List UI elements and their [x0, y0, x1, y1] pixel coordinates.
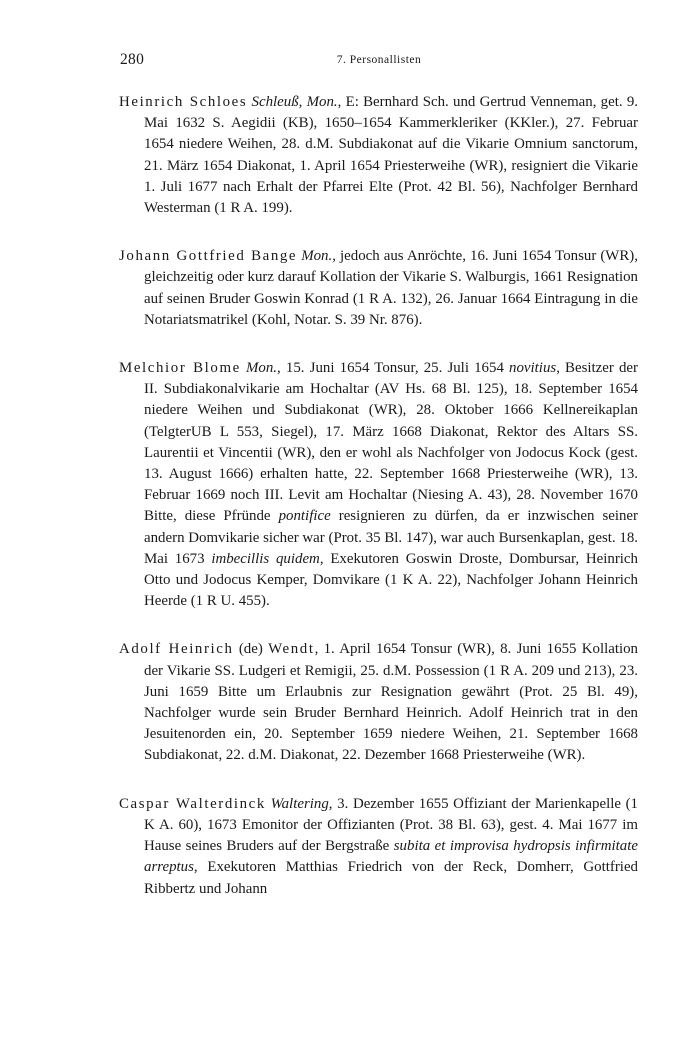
italic-term: subita et improvisa hydropsis infirmitate arreptus — [144, 838, 638, 876]
italic-term: novitius — [509, 360, 557, 377]
entry-text — [144, 641, 638, 763]
person-name: Caspar Walterdinck — [119, 795, 266, 812]
text-run: resignieren zu dürfen, da er inzwischen seiner andern Domvikarie sicher war (Prot. 35 Bl. 147), war auch Bursenkaplan, gest. 18. Mai 1673 — [144, 508, 638, 567]
list-entry — [119, 358, 638, 612]
italic-term: Mon. — [301, 248, 333, 265]
text-run: , 15. Juni 1654 Tonsur, 25. Juli 1654 — [277, 360, 510, 377]
list-entry — [119, 92, 638, 219]
italic-term: Waltering — [270, 795, 329, 812]
italic-term: pontifice — [278, 508, 331, 525]
person-name: Heinrich Schloes — [119, 94, 248, 110]
list-entry — [119, 794, 638, 900]
person-name: Melchior Blome — [119, 360, 241, 377]
entry-text — [144, 360, 638, 609]
page-number: 280 — [120, 51, 145, 68]
person-name-particle: (de) — [233, 641, 269, 658]
running-head: 7. Personallisten — [336, 54, 422, 66]
page-header — [120, 51, 638, 73]
text-run: , Besitzer der II. Subdiakonalvikarie am Hochaltar (AV Hs. 68 Bl. 125), 18. September 1654 niedere Weihen und Subdiakonat (WR), 28. Oktober 1666 Kellnereikaplan (TelgterUB L 553, Siegel), 17. März 1668 Diakonat, Rektor des Altars SS. Laurentii et Vincentii (WR), den er wohl als Nachfolger von Jodocus Kock (gest. 13. August 1666) erhalten hatte, 22. September 1668 Priesterweihe (WR), 13. Februar 1669 noch III. Levit am Hochaltar (Niesing A. 43), 28. November 1670 Bitte, diese Pfründe — [144, 360, 638, 525]
italic-term: Schleuß, Mon. — [251, 94, 338, 110]
italic-term: imbecillis quidem — [211, 550, 320, 567]
person-name: Johann Gottfried Bange — [119, 248, 298, 265]
italic-term: Mon. — [246, 360, 278, 377]
text-run: , Exekutoren Matthias Friedrich von der Reck, Domherr, Gottfried Ribbertz und Johann — [144, 859, 638, 897]
list-entry — [119, 246, 638, 331]
person-name: Adolf Heinrich — [119, 641, 234, 658]
list-entry — [119, 639, 638, 766]
text-run: , Exekutoren Goswin Droste, Dombursar, Heinrich Otto und Jodocus Kemper, Domvikare (1 K A. 22), Nachfolger Johann Heinrich Heerde (1 R U. 455). — [144, 550, 638, 610]
entry-text — [144, 94, 638, 216]
text-run: , 3. Dezember 1655 Offiziant der Marienkapelle (1 K A. 60), 1673 Emonitor der Offizianten (Prot. 38 Bl. 63), gest. 4. Mai 1677 im Hause seines Bruders auf der Bergstraße — [144, 795, 638, 855]
person-surname: Wendt — [268, 641, 315, 658]
text-run: , jedoch aus Anröchte, 16. Juni 1654 Tonsur (WR), gleichzeitig oder kurz darauf Kollation der Vikarie S. Walburgis, 1661 Resignation auf seinen Bruder Goswin Konrad (1 R A. 132), 26. Januar 1664 Eintragung in die Notariatsmatrikel (Kohl, Notar. S. 39 Nr. 876). — [144, 248, 638, 328]
text-run: , 1. April 1654 Tonsur (WR), 8. Juni 1655 Kollation der Vikarie SS. Ludgeri et Remigii, 25. d.M. Possession (1 R A. 209 und 213), 23. Juni 1659 Bitte um Erlaubnis zur Resignation gewährt (Prot. 25 Bl. 49), Nachfolger wurde sein Bruder Bernhard Heinrich. Adolf Heinrich trat in den Jesuitenorden ein, 20. September 1659 niedere Weihen, 21. September 1668 Subdiakonat, 22. d.M. Diakonat, 22. Dezember 1668 Priesterweihe (WR). — [144, 641, 638, 764]
text-run: , E: Bernhard Sch. und Gertrud Venneman, get. 9. Mai 1632 S. Aegidii (KB), 1650–1654 Kammerkleriker (KKler.), 27. Februar 1654 niedere Weihen, 28. d.M. Subdiakonat auf die Vikarie Omnium sanctorum, 21. März 1654 Diakonat, 1. April 1654 Priesterweihe (WR), resigniert die Vikarie 1. Juli 1677 nach Erhalt der Pfarrei Elte (Prot. 42 Bl. 56), Nachfolger Bernhard Westerman (1 R A. 199). — [144, 94, 638, 217]
personnel-list — [119, 92, 638, 900]
